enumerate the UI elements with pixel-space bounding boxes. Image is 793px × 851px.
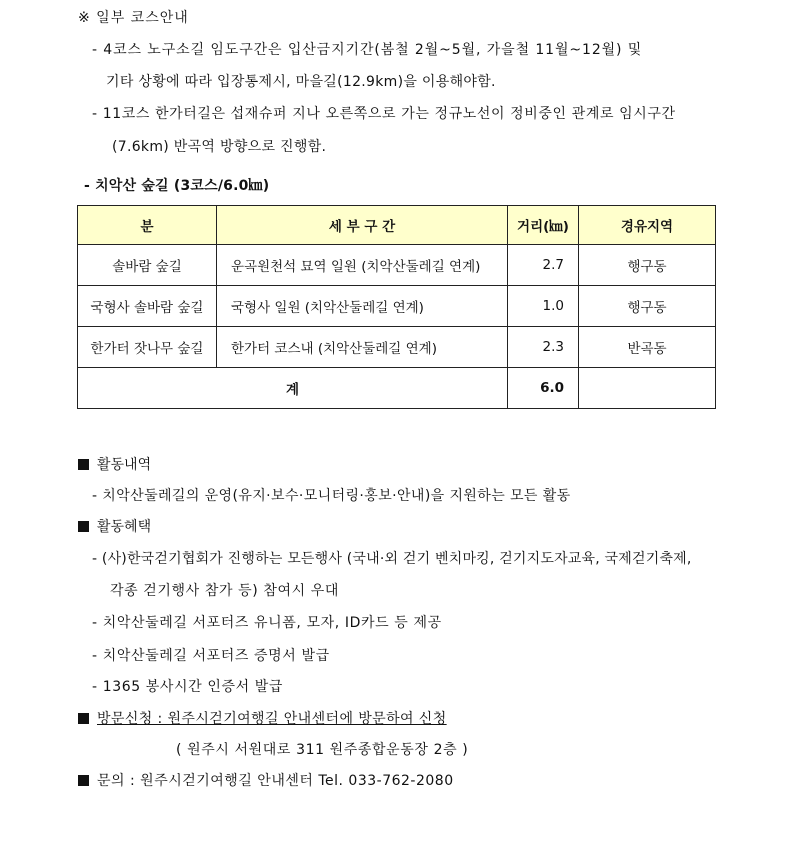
- benefit-item-cont: 각종 걷기행사 참가 등) 참여시 우대: [110, 583, 340, 599]
- visit-address: ( 원주시 서원대로 311 원주종합운동장 2층 ): [176, 742, 469, 758]
- benefits-heading: [78, 517, 151, 537]
- course-note-1: - 4코스 노구소길 임도구간은 입산금지기간(봄철 2월~5월, 가을철 11월~12월) 및: [92, 42, 643, 58]
- cell-region: 행구동: [579, 245, 716, 286]
- table-header-row: [78, 206, 716, 245]
- cell-course: 솔바람 숲길: [78, 245, 217, 286]
- table-total-row: [78, 368, 716, 409]
- square-bullet-icon: [78, 459, 89, 470]
- total-region: [579, 368, 716, 409]
- table-row: [78, 245, 716, 286]
- cell-section: 국형사 일원 (치악산둘레길 연계): [217, 286, 508, 327]
- header-section: 세 부 구 간: [217, 206, 508, 245]
- contact-info-text: 문의 : 원주시걷기여행길 안내센터 Tel. 033-762-2080: [97, 773, 454, 789]
- total-distance: 6.0: [508, 368, 579, 409]
- course-section-title: - 치악산 숲길 (3코스/6.0㎞): [84, 178, 270, 194]
- total-label: 계: [78, 368, 508, 409]
- course-note-title: ※ 일부 코스안내: [78, 10, 189, 26]
- benefit-item: - 치악산둘레길 서포터즈 증명서 발급: [92, 648, 330, 664]
- cell-distance: 1.0: [508, 286, 579, 327]
- visit-application: [78, 709, 447, 729]
- header-distance: 거리(㎞): [508, 206, 579, 245]
- cell-region: 반곡동: [579, 327, 716, 368]
- header-course: 분: [78, 206, 217, 245]
- cell-course: 국형사 솔바람 숲길: [78, 286, 217, 327]
- course-note-1-cont: 기타 상황에 따라 입장통제시, 마을길(12.9km)을 이용해야함.: [106, 74, 496, 90]
- contact-info: [78, 771, 454, 791]
- square-bullet-icon: [78, 521, 89, 532]
- cell-region: 행구동: [579, 286, 716, 327]
- benefit-item: - 치악산둘레길 서포터즈 유니폼, 모자, ID카드 등 제공: [92, 615, 442, 631]
- cell-section: 운곡원천석 묘역 일원 (치악산둘레길 연계): [217, 245, 508, 286]
- course-note-2-cont: (7.6km) 반곡역 방향으로 진행함.: [112, 139, 327, 155]
- cell-distance: 2.3: [508, 327, 579, 368]
- square-bullet-icon: [78, 713, 89, 724]
- square-bullet-icon: [78, 775, 89, 786]
- course-table: [77, 205, 716, 409]
- benefit-item: - 1365 봉사시간 인증서 발급: [92, 679, 283, 695]
- course-note-2: - 11코스 한가터길은 섭재슈퍼 지나 오른쪽으로 가는 정규노선이 정비중인 관계로 임시구간: [92, 106, 676, 122]
- cell-section: 한가터 코스내 (치악산둘레길 연계): [217, 327, 508, 368]
- header-region: 경유지역: [579, 206, 716, 245]
- table-row: [78, 327, 716, 368]
- activity-heading: [78, 455, 151, 475]
- cell-course: 한가터 잣나무 숲길: [78, 327, 217, 368]
- visit-application-text: 방문신청 : 원주시걷기여행길 안내센터에 방문하여 신청: [97, 711, 447, 727]
- activity-item: - 치악산둘레길의 운영(유지·보수·모니터링·홍보·안내)을 지원하는 모든 활동: [92, 488, 571, 504]
- activity-heading-text: 활동내역: [97, 457, 152, 473]
- benefits-heading-text: 활동혜택: [97, 519, 152, 535]
- benefit-item: - (사)한국걷기협회가 진행하는 모든행사 (국내·외 걷기 벤치마킹, 걷기지도자교육, 국제걷기축제,: [92, 551, 692, 567]
- cell-distance: 2.7: [508, 245, 579, 286]
- table-row: [78, 286, 716, 327]
